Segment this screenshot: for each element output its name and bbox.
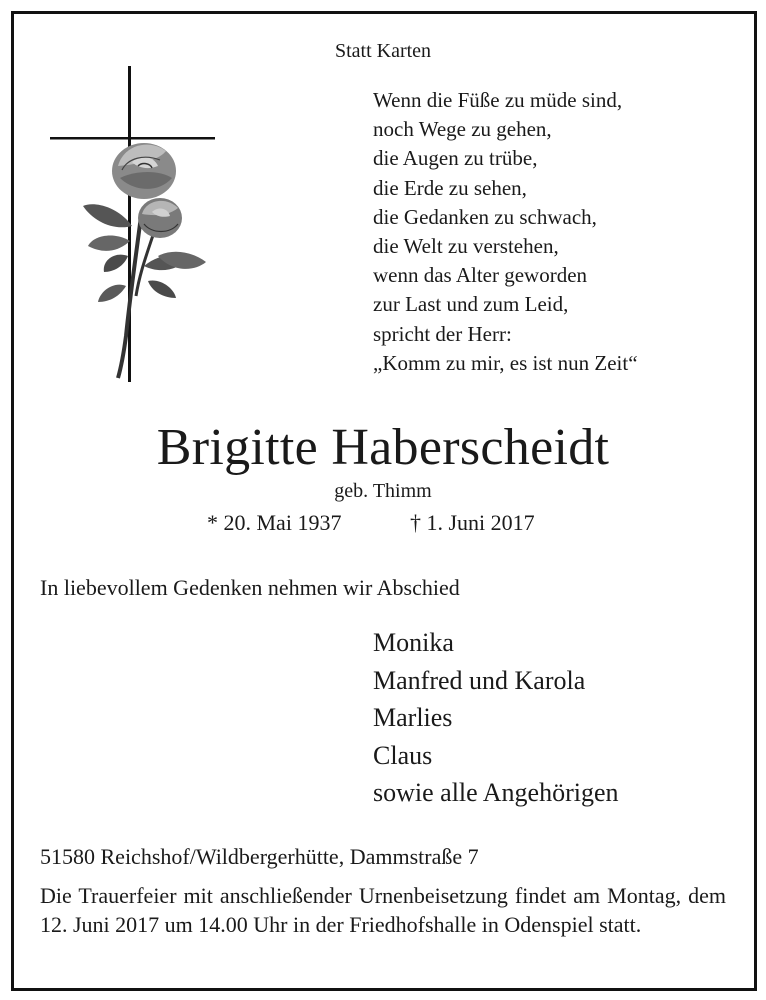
birth-date: * 20. Mai 1937 <box>207 510 342 535</box>
mourner: Monika <box>373 628 454 657</box>
mourner: sowie alle Angehörigen <box>373 778 619 807</box>
poem <box>373 86 638 378</box>
poem-line: noch Wege zu gehen, <box>373 117 552 142</box>
poem-line: die Erde zu sehen, <box>373 175 527 200</box>
poem-line: die Augen zu trübe, <box>373 146 538 171</box>
address: 51580 Reichshof/Wildbergerhütte, Dammstraße 7 <box>40 844 479 869</box>
poem-line: Wenn die Füße zu müde sind, <box>373 88 623 112</box>
death-date: † 1. Juni 2017 <box>410 510 535 535</box>
farewell-intro: In liebevollem Gedenken nehmen wir Abschied <box>40 575 460 600</box>
service-info: Die Trauerfeier mit anschließender Urnenbeisetzung findet am Montag, dem 12. Juni 2017 um 14.00 Uhr in der Friedhofshalle in Odenspiel statt. <box>40 883 726 937</box>
maiden-name: geb. Thimm <box>334 480 432 502</box>
mourner: Manfred und Karola <box>373 665 586 695</box>
mourners-list <box>373 624 619 812</box>
mourner: Claus <box>373 740 433 770</box>
deceased-name: Brigitte Haberscheidt <box>156 419 610 476</box>
poem-line: spricht der Herr: <box>373 321 512 346</box>
mourner: Marlies <box>373 703 453 732</box>
poem-line: „Komm zu mir, es ist nun Zeit“ <box>373 350 638 375</box>
poem-line: die Welt zu verstehen, <box>373 234 559 259</box>
poem-line: zur Last und zum Leid, <box>373 292 569 317</box>
poem-line: die Gedanken zu schwach, <box>373 204 597 229</box>
cross-with-roses-icon <box>48 66 218 386</box>
poem-line: wenn das Alter geworden <box>373 263 588 288</box>
header-statt-karten: Statt Karten <box>334 40 432 62</box>
